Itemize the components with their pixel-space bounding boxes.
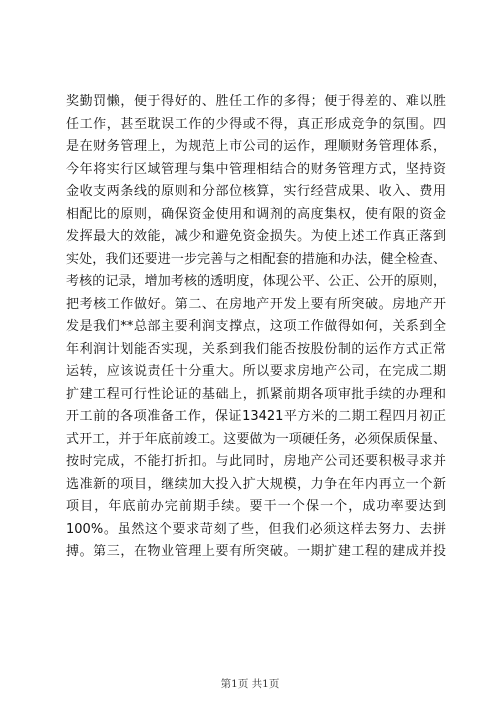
text-line: 奖勤罚懒，便于得好的、胜任工作的多得；便于得差的、难以胜 — [66, 94, 446, 109]
text-line: 选准新的项目，继续加大投入扩大规模，力争在年内再立一个新 — [66, 476, 446, 492]
text-line: 运转，应该说责任十分重大。所以要求房地产公司，在完成二期 — [66, 364, 446, 379]
text-line: 今年将实行区域管理与集中管理相结合的财务管理方式，坚持资 — [66, 161, 446, 177]
text-line: 任工作，甚至耽误工作的少得或不得，真正形成竞争的氛围。四 — [66, 116, 446, 132]
text-line: 式开工，并于年底前竣工。这要做为一项硬任务，必须保质保量、 — [66, 431, 446, 447]
page-footer — [0, 676, 500, 691]
text-line: 发挥最大的效能，减少和避免资金损失。为使上述工作真正落到 — [66, 229, 446, 244]
text-line: 100%。虽然这个要求苛刻了些，但我们必须这样去努力、去拼 — [66, 521, 446, 537]
page-number: 第1页 共1页 — [220, 678, 280, 690]
text-line: 考核的记录，增加考核的透明度，体现公平、公正、公开的原则， — [66, 274, 446, 289]
text-line: 相配比的原则，确保资金使用和调剂的高度集权，使有限的资金 — [66, 206, 446, 222]
text-line: 金收支两条线的原则和分部位核算，实行经营成果、收入、费用 — [66, 184, 446, 199]
text-line: 项目，年底前办完前期手续。要干一个保一个，成功率要达到 — [66, 499, 446, 514]
text-line: 年利润计划能否实现，关系到我们能否按股份制的运作方式正常 — [66, 341, 446, 357]
text-line: 是在财务管理上，为规范上市公司的运作，理顺财务管理体系， — [66, 139, 446, 154]
text-line: 发是我们**总部主要利润支撑点，这项工作做得如何，关系到全 — [66, 319, 446, 334]
text-line: 按时完成，不能打折扣。与此同时，房地产公司还要积极寻求并 — [66, 454, 446, 469]
text-line: 扩建工程可行性论证的基础上，抓紧前期各项审批手续的办理和 — [66, 386, 446, 402]
text-line: 开工前的各项准备工作，保证13421平方米的二期工程四月初正 — [66, 409, 446, 424]
text-line: 搏。第三，在物业管理上要有所突破。一期扩建工程的建成并投 — [66, 544, 446, 559]
text-line: 实处，我们还要进一步完善与之相配套的措施和办法，健全检查、 — [66, 251, 446, 267]
text-line: 把考核工作做好。第二、在房地产开发上要有所突破。房地产开 — [66, 296, 446, 312]
body-paragraph — [66, 91, 446, 564]
